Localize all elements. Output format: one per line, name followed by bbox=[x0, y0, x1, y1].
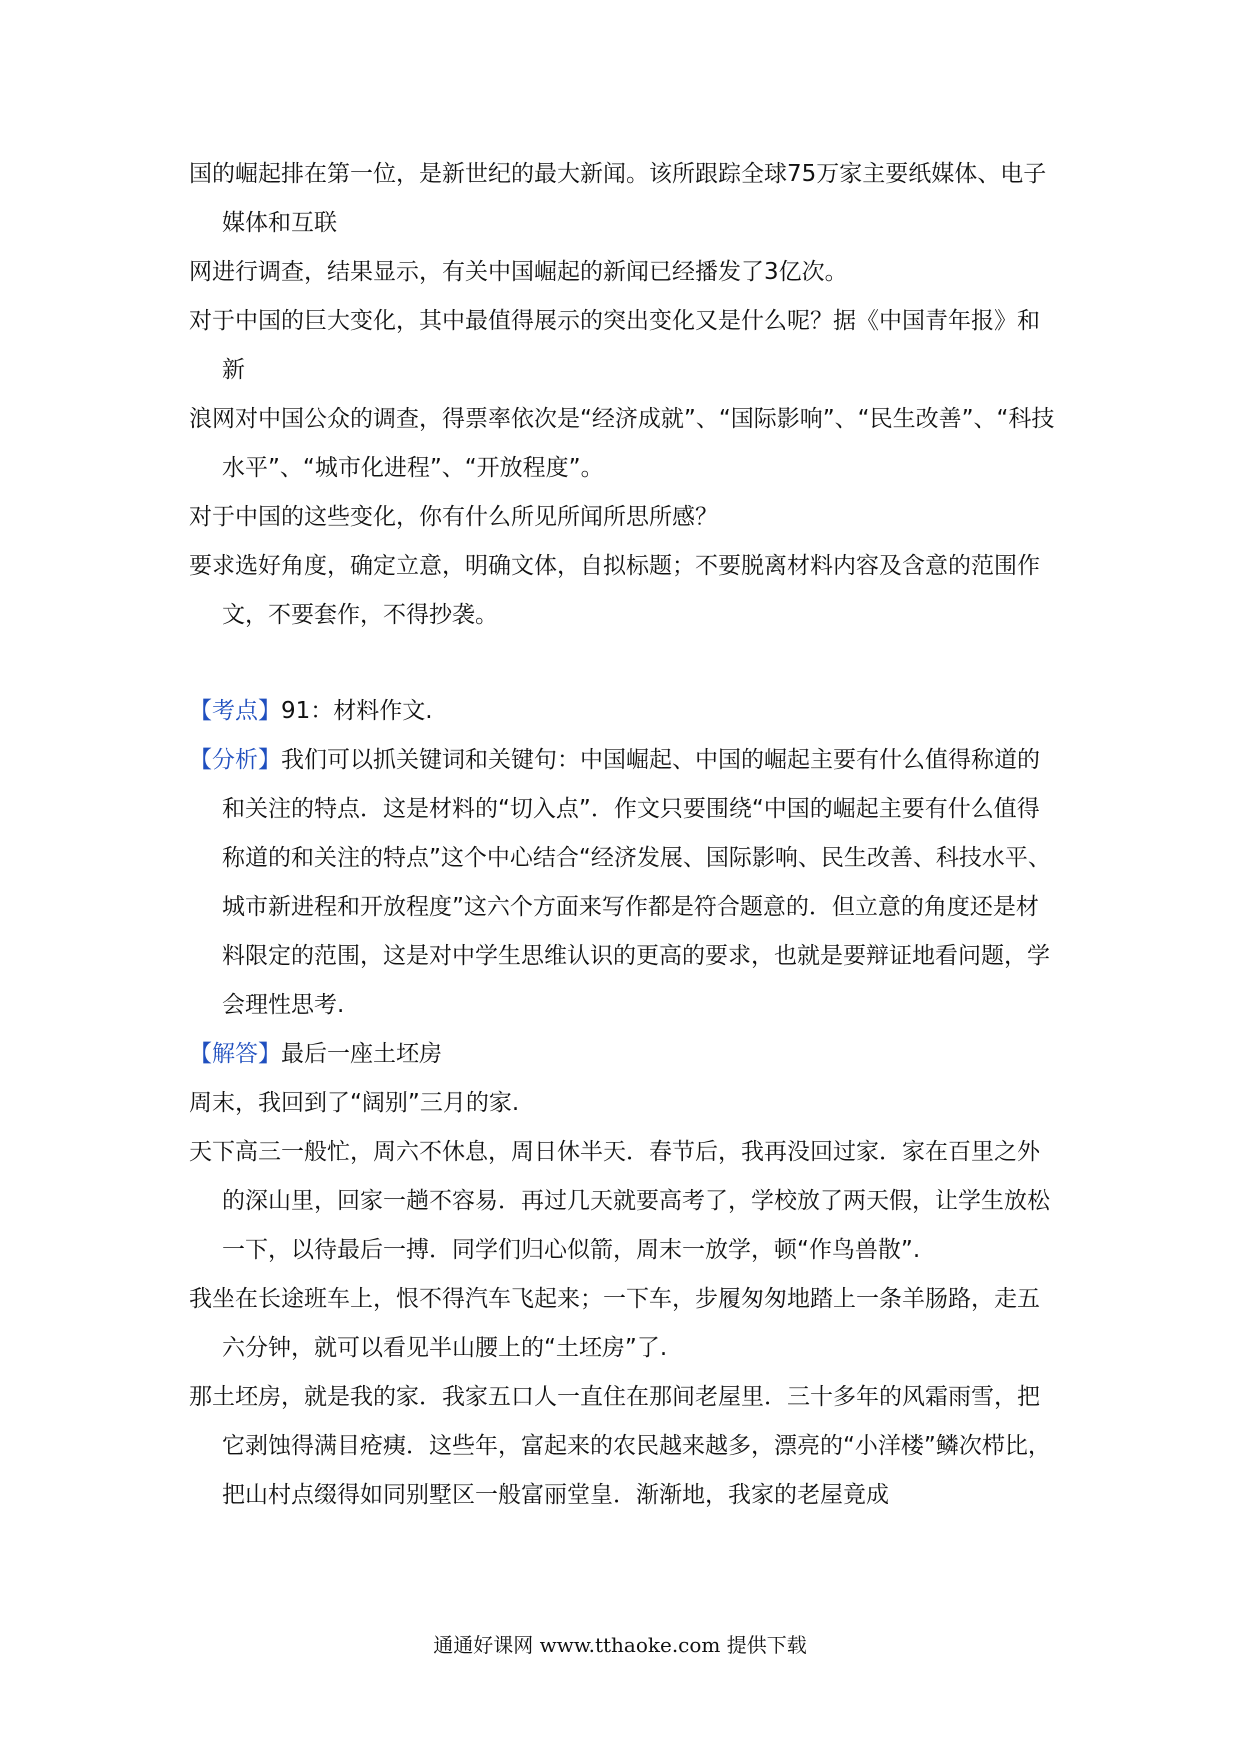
jieda-paragraph bbox=[189, 1030, 1059, 1079]
question-paragraph-5: 对于中国的这些变化，你有什么所见所闻所思所感？ bbox=[189, 504, 718, 530]
essay-title: 最后一座土坯房 bbox=[281, 1041, 442, 1067]
essay-paragraph-4: 那土坯房，就是我的家．我家五口人一直住在那间老屋里．三十多年的风霜雨雪，把它剥蚀得满目疮痍．这些年，富起来的农民越来越多，漂亮的“小洋楼”鳞次栉比，把山村点缀得如同别墅区一般富丽堂皇．渐渐地，我家的老屋竟成 bbox=[189, 1384, 1051, 1508]
document-body bbox=[189, 150, 1059, 1520]
essay-paragraph-1: 周末，我回到了“阔别”三月的家. bbox=[189, 1090, 520, 1116]
question-paragraph-4: 浪网对中国公众的调查，得票率依次是“经济成就”、“国际影响”、“民生改善”、“科技水平”、“城市化进程”、“开放程度”。 bbox=[189, 406, 1055, 481]
kaodian-text: 91：材料作文. bbox=[281, 698, 433, 724]
question-paragraph-1: 国的崛起排在第一位，是新世纪的最大新闻。该所跟踪全球75万家主要纸媒体、电子媒体和互联 bbox=[189, 161, 1047, 236]
fenxi-paragraph bbox=[189, 736, 1059, 1030]
section-spacer bbox=[189, 640, 1059, 687]
jieda-tag: 【解答】 bbox=[189, 1041, 281, 1067]
essay-paragraph-3: 我坐在长途班车上，恨不得汽车飞起来；一下车，步履匆匆地踏上一条羊肠路，走五六分钟，就可以看见半山腰上的“土坯房”了. bbox=[189, 1286, 1040, 1361]
question-paragraph-6: 要求选好角度，确定立意，明确文体，自拟标题；不要脱离材料内容及含意的范围作文，不要套作，不得抄袭。 bbox=[189, 553, 1040, 628]
kaodian-paragraph bbox=[189, 687, 1059, 736]
question-paragraph-3: 对于中国的巨大变化，其中最值得展示的突出变化又是什么呢？据《中国青年报》和新 bbox=[189, 308, 1040, 383]
essay-paragraph-2: 天下高三一般忙，周六不休息，周日休半天．春节后，我再没回过家．家在百里之外的深山里，回家一趟不容易．再过几天就要高考了，学校放了两天假，让学生放松一下，以待最后一搏．同学们归心似箭，周末一放学，顿“作鸟兽散”. bbox=[189, 1139, 1050, 1263]
fenxi-tag: 【分析】 bbox=[189, 747, 281, 773]
fenxi-text: 我们可以抓关键词和关键句：中国崛起、中国的崛起主要有什么值得称道的和关注的特点．这是材料的“切入点”．作文只要围绕“中国的崛起主要有什么值得称道的和关注的特点”这个中心结合“经济发展、国际影响、民生改善、科技水平、城市新进程和开放程度”这六个方面来写作都是符合题意的．但立意的角度还是材料限定的范围，这是对中学生思维认识的更高的要求，也就是要辩证地看问题，学会理性思考. bbox=[222, 747, 1051, 1018]
page-footer: 通通好课网 www.tthaoke.com 提供下载 bbox=[433, 1633, 807, 1657]
question-paragraph-2: 网进行调查，结果显示，有关中国崛起的新闻已经播发了3亿次。 bbox=[189, 259, 848, 285]
kaodian-tag: 【考点】 bbox=[189, 698, 281, 724]
